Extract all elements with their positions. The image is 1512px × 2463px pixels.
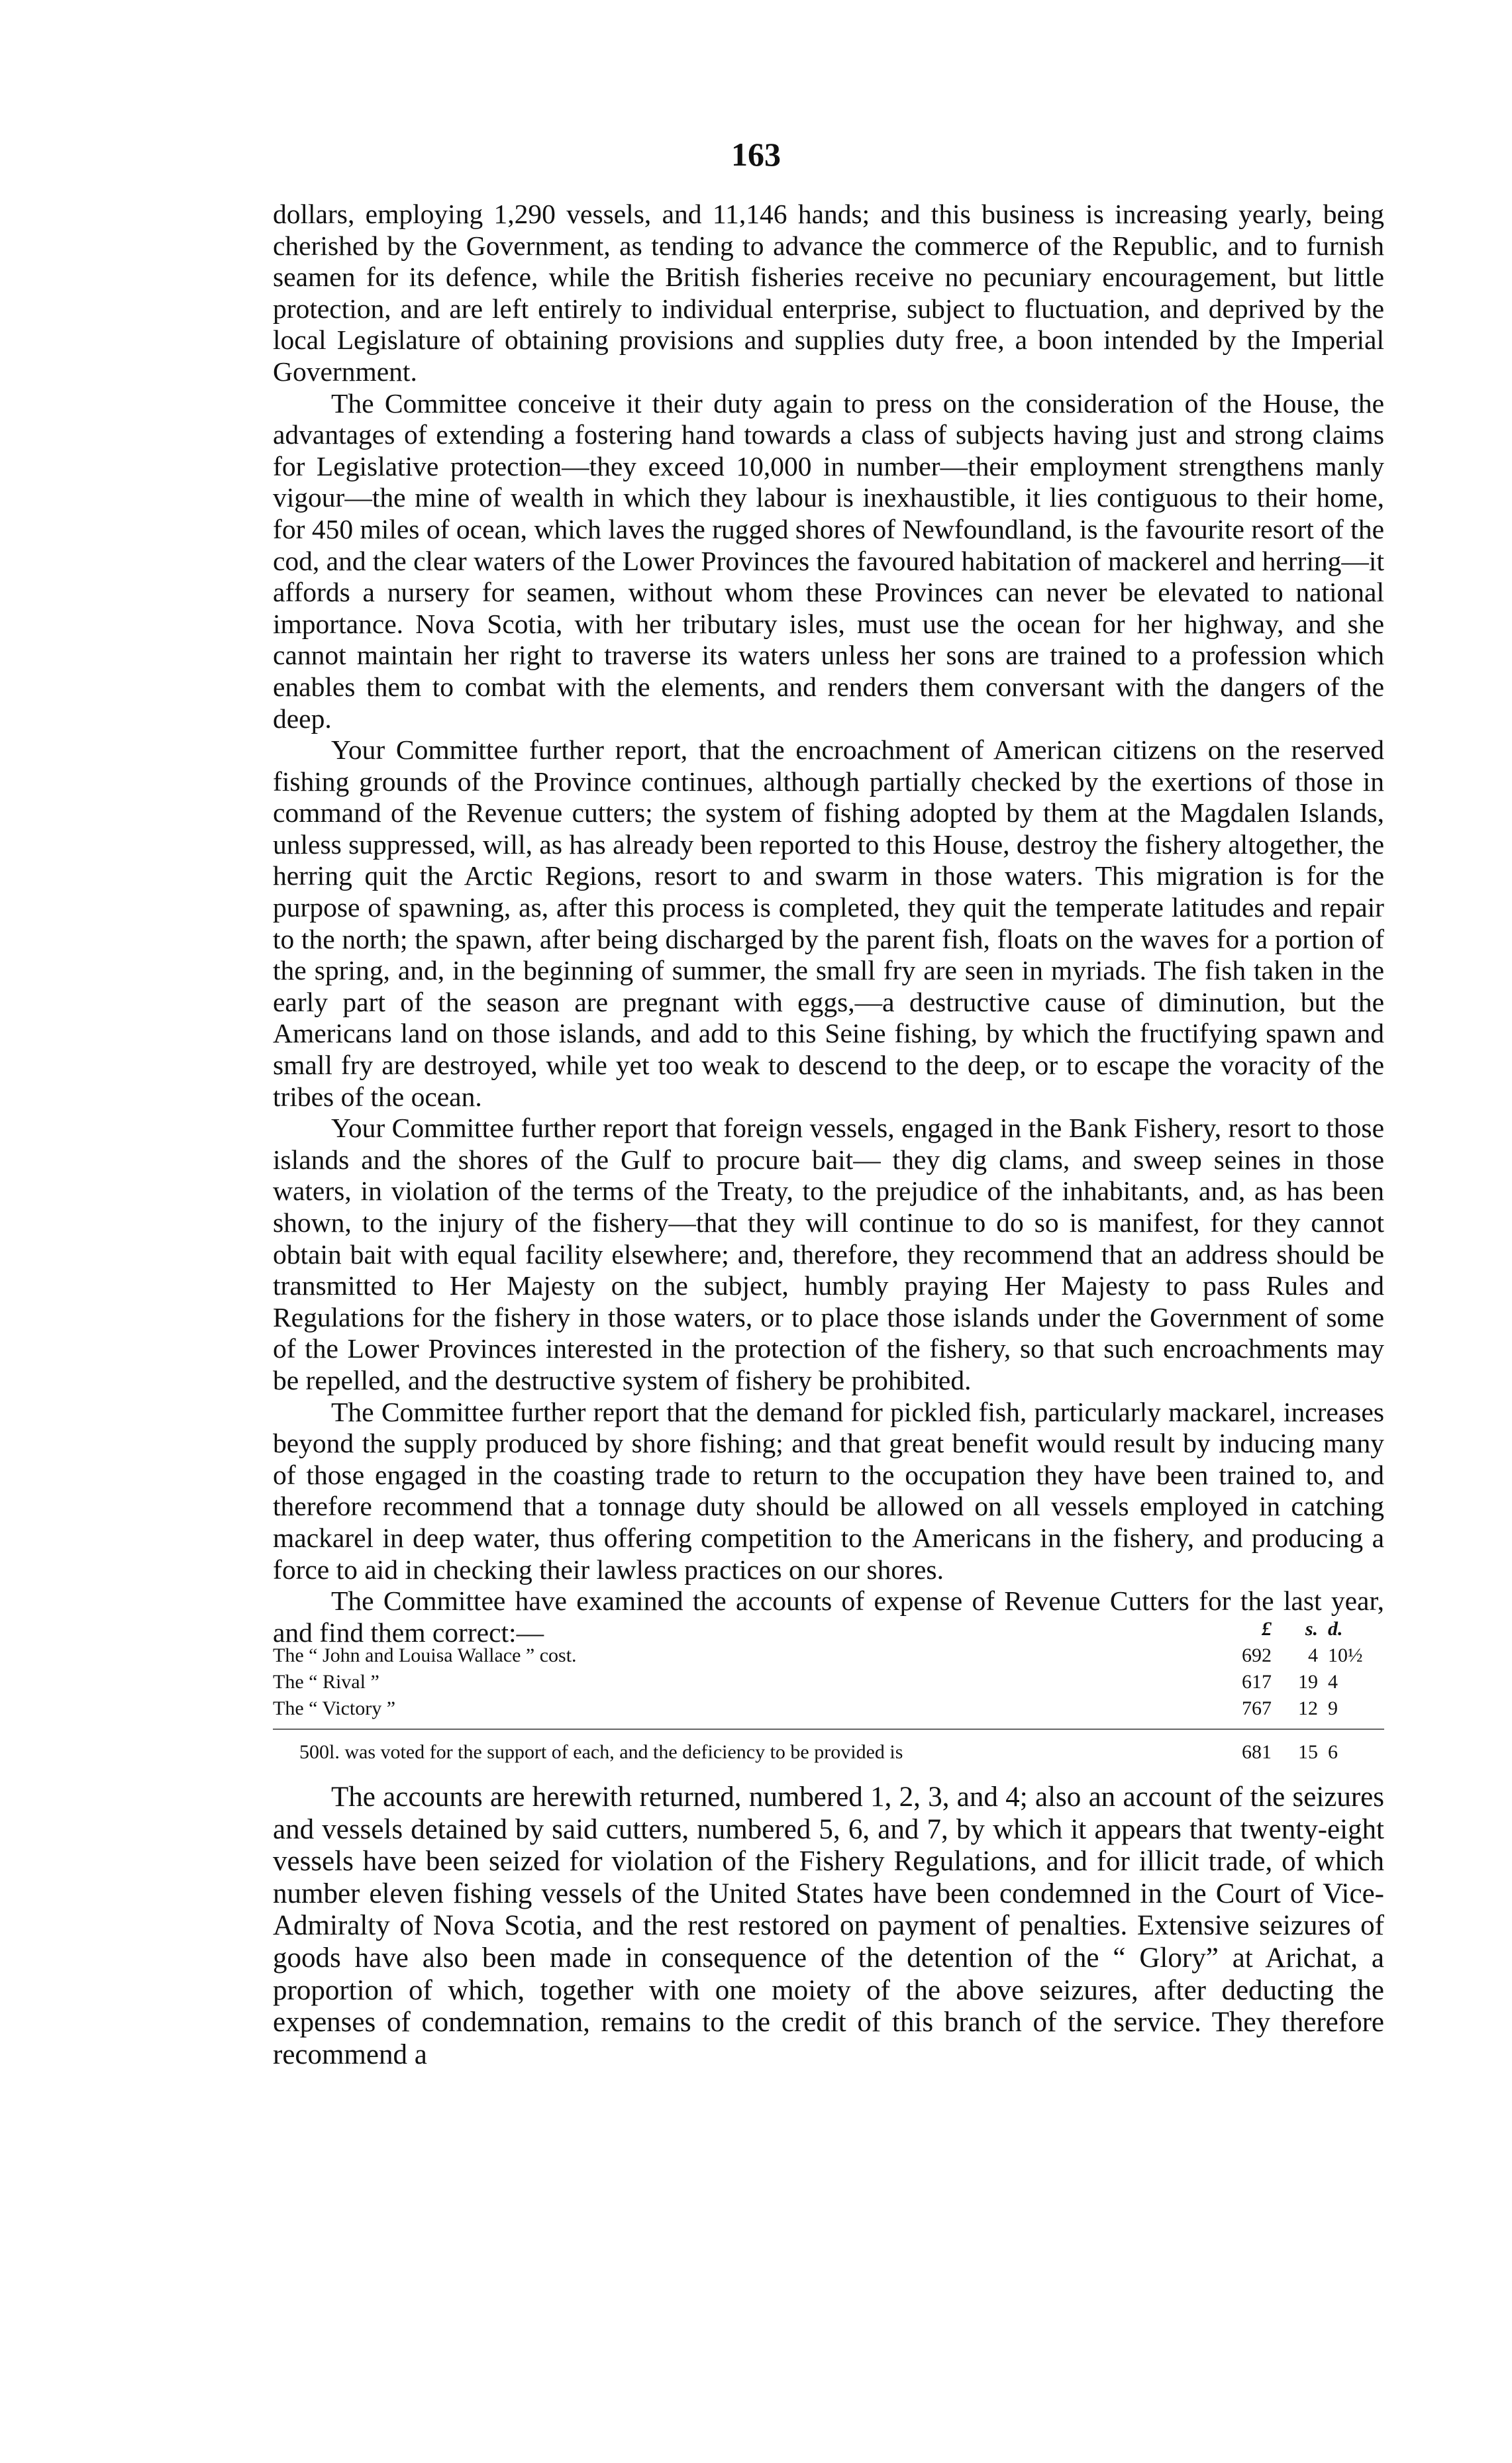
paragraph: The Committee further report that the demand for pickled fish, particularly mackarel, increases beyond the supply produced by shore fishing; and that great benefit would result by inducing many of those engaged in the coasting trade to return to the occupation they have been trained to, and therefore recommend that a tonnage duty should be allowed on all vessels employed in catching mackarel in deep water, thus offering competition to the Americans in the fishery, and producing a force to aid in checking their lawless practices on our shores. [273,1396,1384,1585]
cutter-name: The “ Rival ” [273,1671,379,1693]
shillings-header: s. [1305,1618,1318,1640]
paragraph: Your Committee further report, that the encroachment of American citizens on the reserved fishing grounds of the Province continues, although partially checked by the exertions of those in command of the Revenue cutters; the system of fishing adopted by them at the Magdalen Islands, unless suppressed, will, as has already been reported to this House, destroy the fishery altogether, the herring quit the Arctic Regions, resort to and swarm in those waters. This migration is for the purpose of spawning, as, after this process is completed, they quit the temperate latitudes and repair to the north; the spawn, after being discharged by the parent fish, floats on the waves for a portion of the spring, and, in the beginning of summer, the small fry are seen in myriads. The fish taken in the early part of the season are pregnant with eggs,—a destructive cause of diminution, but the Americans land on those islands, and add to this Seine fishing, by which the fructifying spawn and small fry are destroyed, while yet too weak to descend to the deep, or to escape the voracity of the tribes of the ocean. [273,734,1384,1112]
paragraph: Your Committee further report that foreign vessels, engaged in the Bank Fishery, resort to those islands and the shores of the Gulf to procure bait— they dig clams, and sweep seines in those waters, in violation of the terms of the Treaty, to the prejudice of the inhabitants, and, as has been shown, to the injury of the fishery—that they will continue to do so is manifest, for they cannot obtain bait with equal facility elsewhere; and, therefore, they recommend that an address should be transmitted to Her Majesty on the subject, humbly praying Her Majesty to pass Rules and Regulations for the fishery in those waters, or to place those islands under the Government of some of the Lower Provinces interested in the protection of the fishery, so that such encroachments may be repelled, and the destructive system of fishery be prohibited. [273,1113,1384,1395]
pence-value: 10½ [1328,1644,1363,1666]
paragraph: The Committee have examined the accounts of expense of Revenue Cutters for the last year, and find them correct:— [273,1585,1384,1648]
page-number: 163 [731,136,781,173]
cutter-name: The “ John and Louisa Wallace ” cost. [273,1644,577,1666]
divider [273,1729,1384,1730]
pence-value: 6 [1328,1741,1338,1763]
table-row [273,1695,1384,1722]
pounds-header: £ [1262,1618,1272,1640]
pounds-value: 681 [1242,1741,1272,1763]
pence-value: 9 [1328,1697,1338,1719]
paragraph-continued: dollars, employing 1,290 vessels, and 11,146 hands; and this business is increasing yearly, being cherished by the Government, as tending to advance the commerce of the Republic, and to furnish seamen for its defence, while the British fisheries receive no pecuniary encouragement, but little protection, and are left entirely to individual enterprise, subject to fluctuation, and deprived by the local Legislature of obtaining provisions and supplies duty free, a boon intended by the Imperial Government. [273,199,1384,387]
closing-text [273,1782,1384,2071]
paragraph: The accounts are herewith returned, numbered 1, 2, 3, and 4; also an account of the seizures and vessels detained by said cutters, numbered 5, 6, and 7, by which it appears that twenty-eight vessels have been seized for violation of the Fishery Regulations, and for illicit trade, of which number eleven fishing vessels of the United States have been condemned in the Court of Vice-Admiralty of Nova Scotia, and the rest restored on payment of penalties. Extensive seizures of goods have also been made in consequence of the detention of the “ Glory” at Arichat, a proportion of which, together with one moiety of the above seizures, after deducting the expenses of condemnation, remains to the credit of this branch of the service. They therefore recommend a [273,1782,1384,2070]
total-label: 500l. was voted for the support of each, and the deficiency to be provided is [299,1741,903,1763]
pounds-value: 617 [1242,1671,1272,1693]
table-row [273,1642,1384,1669]
shillings-value: 19 [1298,1671,1318,1693]
pence-value: 4 [1328,1671,1338,1693]
shillings-value: 4 [1308,1644,1318,1666]
shillings-value: 15 [1298,1741,1318,1763]
accounts-header [273,1616,1384,1642]
table-row [273,1669,1384,1695]
pounds-value: 767 [1242,1697,1272,1719]
pounds-value: 692 [1242,1644,1272,1666]
paragraph: The Committee conceive it their duty again to press on the consideration of the House, the advantages of extending a fostering hand towards a class of subjects having just and strong claims for Legislative protection—they exceed 10,000 in number—their employment strengthens manly vigour—the mine of wealth in which they labour is inexhaustible, it lies contiguous to their home, for 450 miles of ocean, which laves the rugged shores of Newfoundland, is the favourite resort of the cod, and the clear waters of the Lower Provinces the favoured habitation of mackerel and herring—it affords a nursery for seamen, without whom these Provinces can never be elevated to national importance. Nova Scotia, with her tributary isles, must use the ocean for her highway, and she cannot maintain her right to traverse its waters unless her sons are trained to a profession which enables them to combat with the elements, and renders them conversant with the dangers of the deep. [273,387,1384,734]
body-text [273,199,1384,1648]
shillings-value: 12 [1298,1697,1318,1719]
pence-header: d. [1328,1618,1343,1640]
cutter-name: The “ Victory ” [273,1697,396,1719]
accounts-total-row [273,1739,1384,1766]
accounts-table [273,1616,1384,1763]
